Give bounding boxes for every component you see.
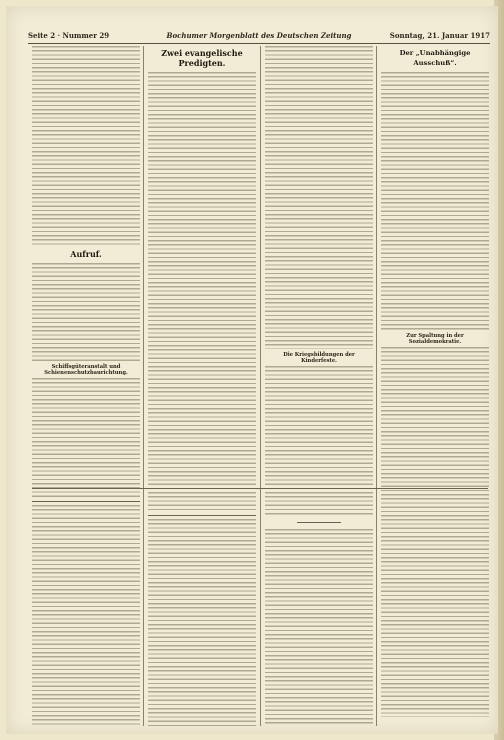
page-number: Seite 2 · Nummer 29 [28, 31, 110, 40]
newspaper-title: Bochumer Morgenblatt des Deutschen Zeitung [166, 31, 352, 40]
article-text-block [32, 378, 140, 498]
lower-section-rule [32, 488, 488, 489]
page-header [28, 30, 490, 42]
article-text-block [381, 347, 489, 717]
article-headline: Schiffsgüteranstalt und Schienenschutzbaurichtung. [44, 364, 128, 376]
article-text-block [148, 72, 256, 512]
article-headline: Zwei evangelische Predigten. [161, 48, 243, 68]
section-rule [148, 515, 256, 516]
section-rule [32, 501, 140, 502]
article-text-block [32, 46, 140, 246]
article-text-block [265, 46, 373, 349]
section-rule [297, 522, 340, 523]
column-divider [143, 46, 144, 726]
article-headline: Aufruf. [70, 249, 102, 259]
issue-date: Sonntag, 21. Januar 1917 [389, 31, 490, 40]
article-text-block [148, 519, 256, 726]
article-headline: Der „Unabhängige Ausschuß“. [399, 49, 471, 67]
column-divider [376, 46, 377, 726]
article-text-block [265, 529, 373, 726]
column-3 [265, 46, 373, 726]
article-text-block [32, 505, 140, 726]
article-text-block [381, 72, 489, 330]
header-rule [28, 43, 490, 44]
column-1 [32, 46, 140, 726]
column-divider [260, 46, 261, 726]
column-2 [148, 46, 256, 726]
article-text-block [32, 263, 140, 361]
article-headline: Die Kriegsbildungen der Kinderfeste. [283, 352, 355, 364]
article-headline: Zur Spaltung in der Sozialdemokratie. [406, 333, 464, 345]
article-text-block [265, 366, 373, 516]
column-4 [381, 46, 489, 726]
